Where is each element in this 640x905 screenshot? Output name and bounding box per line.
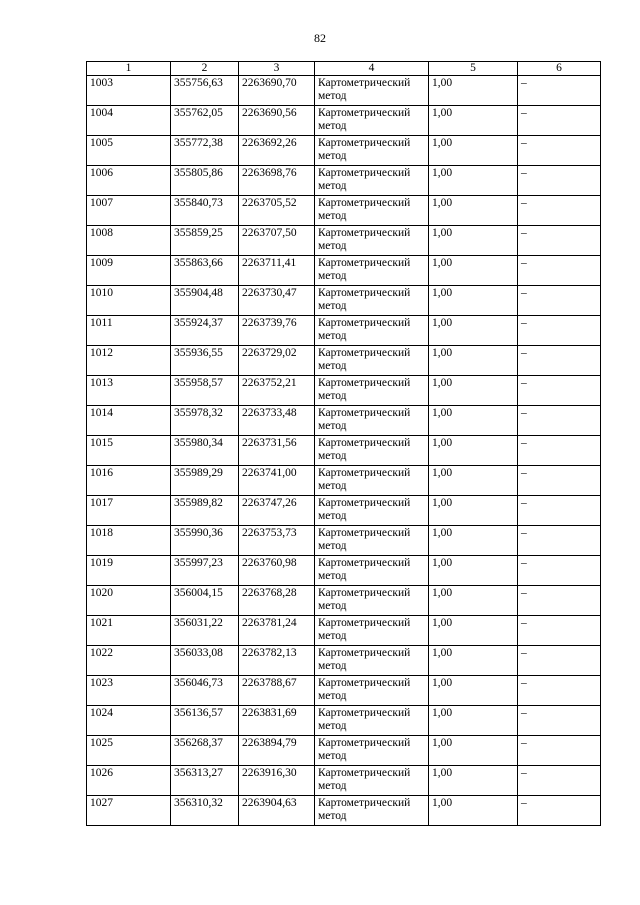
- y-coordinate-cell: 2263752,21: [239, 376, 315, 406]
- table-row: [87, 646, 601, 676]
- method-cell: Картометрический метод: [315, 76, 429, 106]
- method-cell: Картометрический метод: [315, 616, 429, 646]
- table-row: [87, 286, 601, 316]
- page-number: 82: [314, 31, 326, 45]
- x-coordinate-cell: 355936,55: [171, 346, 239, 376]
- accuracy-cell: 1,00: [429, 526, 518, 556]
- column-header-3: 3: [239, 62, 315, 76]
- y-coordinate-cell: 2263782,13: [239, 646, 315, 676]
- point-number-cell: 1004: [87, 106, 171, 136]
- method-cell: Картометрический метод: [315, 106, 429, 136]
- table-row: [87, 676, 601, 706]
- table-row: [87, 466, 601, 496]
- y-coordinate-cell: 2263690,56: [239, 106, 315, 136]
- method-cell: Картометрический метод: [315, 736, 429, 766]
- table-row: [87, 106, 601, 136]
- accuracy-cell: 1,00: [429, 166, 518, 196]
- method-cell: Картометрический метод: [315, 496, 429, 526]
- note-cell: –: [518, 766, 601, 796]
- table-header: [87, 62, 601, 76]
- y-coordinate-cell: 2263831,69: [239, 706, 315, 736]
- point-number-cell: 1019: [87, 556, 171, 586]
- point-number-cell: 1016: [87, 466, 171, 496]
- y-coordinate-cell: 2263916,30: [239, 766, 315, 796]
- point-number-cell: 1020: [87, 586, 171, 616]
- accuracy-cell: 1,00: [429, 556, 518, 586]
- y-coordinate-cell: 2263731,56: [239, 436, 315, 466]
- note-cell: –: [518, 706, 601, 736]
- method-cell: Картометрический метод: [315, 676, 429, 706]
- table-row: [87, 796, 601, 826]
- point-number-cell: 1023: [87, 676, 171, 706]
- note-cell: –: [518, 556, 601, 586]
- column-header-6: 6: [518, 62, 601, 76]
- y-coordinate-cell: 2263788,67: [239, 676, 315, 706]
- method-cell: Картометрический метод: [315, 376, 429, 406]
- y-coordinate-cell: 2263747,26: [239, 496, 315, 526]
- method-cell: Картометрический метод: [315, 436, 429, 466]
- y-coordinate-cell: 2263894,79: [239, 736, 315, 766]
- note-cell: –: [518, 496, 601, 526]
- accuracy-cell: 1,00: [429, 736, 518, 766]
- table-row: [87, 706, 601, 736]
- method-cell: Картометрический метод: [315, 256, 429, 286]
- y-coordinate-cell: 2263705,52: [239, 196, 315, 226]
- point-number-cell: 1013: [87, 376, 171, 406]
- y-coordinate-cell: 2263904,63: [239, 796, 315, 826]
- x-coordinate-cell: 356313,27: [171, 766, 239, 796]
- table-row: [87, 736, 601, 766]
- method-cell: Картометрический метод: [315, 586, 429, 616]
- x-coordinate-cell: 355756,63: [171, 76, 239, 106]
- table-body: [87, 76, 601, 826]
- y-coordinate-cell: 2263753,73: [239, 526, 315, 556]
- y-coordinate-cell: 2263739,76: [239, 316, 315, 346]
- x-coordinate-cell: 356046,73: [171, 676, 239, 706]
- note-cell: –: [518, 226, 601, 256]
- x-coordinate-cell: 355989,29: [171, 466, 239, 496]
- x-coordinate-cell: 355859,25: [171, 226, 239, 256]
- point-number-cell: 1007: [87, 196, 171, 226]
- coordinates-table: [86, 61, 601, 826]
- y-coordinate-cell: 2263781,24: [239, 616, 315, 646]
- y-coordinate-cell: 2263698,76: [239, 166, 315, 196]
- point-number-cell: 1014: [87, 406, 171, 436]
- method-cell: Картометрический метод: [315, 706, 429, 736]
- point-number-cell: 1008: [87, 226, 171, 256]
- x-coordinate-cell: 356004,15: [171, 586, 239, 616]
- table-row: [87, 526, 601, 556]
- table-row: [87, 406, 601, 436]
- accuracy-cell: 1,00: [429, 136, 518, 166]
- accuracy-cell: 1,00: [429, 466, 518, 496]
- point-number-cell: 1024: [87, 706, 171, 736]
- y-coordinate-cell: 2263711,41: [239, 256, 315, 286]
- table-row: [87, 376, 601, 406]
- note-cell: –: [518, 76, 601, 106]
- method-cell: Картометрический метод: [315, 196, 429, 226]
- note-cell: –: [518, 736, 601, 766]
- x-coordinate-cell: 355924,37: [171, 316, 239, 346]
- x-coordinate-cell: 356031,22: [171, 616, 239, 646]
- accuracy-cell: 1,00: [429, 256, 518, 286]
- x-coordinate-cell: 356033,08: [171, 646, 239, 676]
- x-coordinate-cell: 355772,38: [171, 136, 239, 166]
- point-number-cell: 1018: [87, 526, 171, 556]
- point-number-cell: 1027: [87, 796, 171, 826]
- point-number-cell: 1011: [87, 316, 171, 346]
- accuracy-cell: 1,00: [429, 496, 518, 526]
- accuracy-cell: 1,00: [429, 436, 518, 466]
- table-row: [87, 136, 601, 166]
- note-cell: –: [518, 436, 601, 466]
- note-cell: –: [518, 616, 601, 646]
- point-number-cell: 1003: [87, 76, 171, 106]
- point-number-cell: 1009: [87, 256, 171, 286]
- accuracy-cell: 1,00: [429, 346, 518, 376]
- x-coordinate-cell: 356268,37: [171, 736, 239, 766]
- method-cell: Картометрический метод: [315, 556, 429, 586]
- column-header-4: 4: [315, 62, 429, 76]
- x-coordinate-cell: 355863,66: [171, 256, 239, 286]
- method-cell: Картометрический метод: [315, 166, 429, 196]
- point-number-cell: 1026: [87, 766, 171, 796]
- accuracy-cell: 1,00: [429, 316, 518, 346]
- accuracy-cell: 1,00: [429, 796, 518, 826]
- table-row: [87, 496, 601, 526]
- note-cell: –: [518, 646, 601, 676]
- y-coordinate-cell: 2263707,50: [239, 226, 315, 256]
- note-cell: –: [518, 286, 601, 316]
- accuracy-cell: 1,00: [429, 76, 518, 106]
- x-coordinate-cell: 355990,36: [171, 526, 239, 556]
- column-header-1: 1: [87, 62, 171, 76]
- y-coordinate-cell: 2263741,00: [239, 466, 315, 496]
- note-cell: –: [518, 406, 601, 436]
- x-coordinate-cell: 356310,32: [171, 796, 239, 826]
- column-header-2: 2: [171, 62, 239, 76]
- accuracy-cell: 1,00: [429, 766, 518, 796]
- accuracy-cell: 1,00: [429, 616, 518, 646]
- point-number-cell: 1015: [87, 436, 171, 466]
- x-coordinate-cell: 355980,34: [171, 436, 239, 466]
- column-header-5: 5: [429, 62, 518, 76]
- table-row: [87, 346, 601, 376]
- table-row: [87, 256, 601, 286]
- point-number-cell: 1005: [87, 136, 171, 166]
- x-coordinate-cell: 355840,73: [171, 196, 239, 226]
- note-cell: –: [518, 796, 601, 826]
- note-cell: –: [518, 256, 601, 286]
- y-coordinate-cell: 2263733,48: [239, 406, 315, 436]
- point-number-cell: 1010: [87, 286, 171, 316]
- method-cell: Картометрический метод: [315, 646, 429, 676]
- y-coordinate-cell: 2263690,70: [239, 76, 315, 106]
- note-cell: –: [518, 196, 601, 226]
- method-cell: Картометрический метод: [315, 136, 429, 166]
- accuracy-cell: 1,00: [429, 106, 518, 136]
- note-cell: –: [518, 136, 601, 166]
- accuracy-cell: 1,00: [429, 586, 518, 616]
- y-coordinate-cell: 2263692,26: [239, 136, 315, 166]
- y-coordinate-cell: 2263730,47: [239, 286, 315, 316]
- x-coordinate-cell: 355904,48: [171, 286, 239, 316]
- note-cell: –: [518, 466, 601, 496]
- method-cell: Картометрический метод: [315, 796, 429, 826]
- method-cell: Картометрический метод: [315, 286, 429, 316]
- y-coordinate-cell: 2263768,28: [239, 586, 315, 616]
- x-coordinate-cell: 355978,32: [171, 406, 239, 436]
- method-cell: Картометрический метод: [315, 466, 429, 496]
- point-number-cell: 1025: [87, 736, 171, 766]
- table-row: [87, 616, 601, 646]
- method-cell: Картометрический метод: [315, 766, 429, 796]
- x-coordinate-cell: 356136,57: [171, 706, 239, 736]
- method-cell: Картометрический метод: [315, 226, 429, 256]
- accuracy-cell: 1,00: [429, 646, 518, 676]
- table-row: [87, 586, 601, 616]
- accuracy-cell: 1,00: [429, 676, 518, 706]
- accuracy-cell: 1,00: [429, 706, 518, 736]
- x-coordinate-cell: 355989,82: [171, 496, 239, 526]
- y-coordinate-cell: 2263729,02: [239, 346, 315, 376]
- note-cell: –: [518, 316, 601, 346]
- method-cell: Картометрический метод: [315, 526, 429, 556]
- method-cell: Картометрический метод: [315, 346, 429, 376]
- x-coordinate-cell: 355958,57: [171, 376, 239, 406]
- table-row: [87, 196, 601, 226]
- point-number-cell: 1021: [87, 616, 171, 646]
- table-row: [87, 316, 601, 346]
- table-row: [87, 436, 601, 466]
- accuracy-cell: 1,00: [429, 406, 518, 436]
- point-number-cell: 1006: [87, 166, 171, 196]
- header-row: [87, 62, 601, 76]
- accuracy-cell: 1,00: [429, 226, 518, 256]
- accuracy-cell: 1,00: [429, 376, 518, 406]
- y-coordinate-cell: 2263760,98: [239, 556, 315, 586]
- table-row: [87, 766, 601, 796]
- note-cell: –: [518, 376, 601, 406]
- note-cell: –: [518, 586, 601, 616]
- table-row: [87, 166, 601, 196]
- x-coordinate-cell: 355762,05: [171, 106, 239, 136]
- table-row: [87, 556, 601, 586]
- note-cell: –: [518, 526, 601, 556]
- note-cell: –: [518, 346, 601, 376]
- point-number-cell: 1017: [87, 496, 171, 526]
- note-cell: –: [518, 676, 601, 706]
- point-number-cell: 1012: [87, 346, 171, 376]
- note-cell: –: [518, 106, 601, 136]
- table-row: [87, 226, 601, 256]
- x-coordinate-cell: 355805,86: [171, 166, 239, 196]
- method-cell: Картометрический метод: [315, 406, 429, 436]
- accuracy-cell: 1,00: [429, 196, 518, 226]
- x-coordinate-cell: 355997,23: [171, 556, 239, 586]
- table-row: [87, 76, 601, 106]
- accuracy-cell: 1,00: [429, 286, 518, 316]
- point-number-cell: 1022: [87, 646, 171, 676]
- note-cell: –: [518, 166, 601, 196]
- method-cell: Картометрический метод: [315, 316, 429, 346]
